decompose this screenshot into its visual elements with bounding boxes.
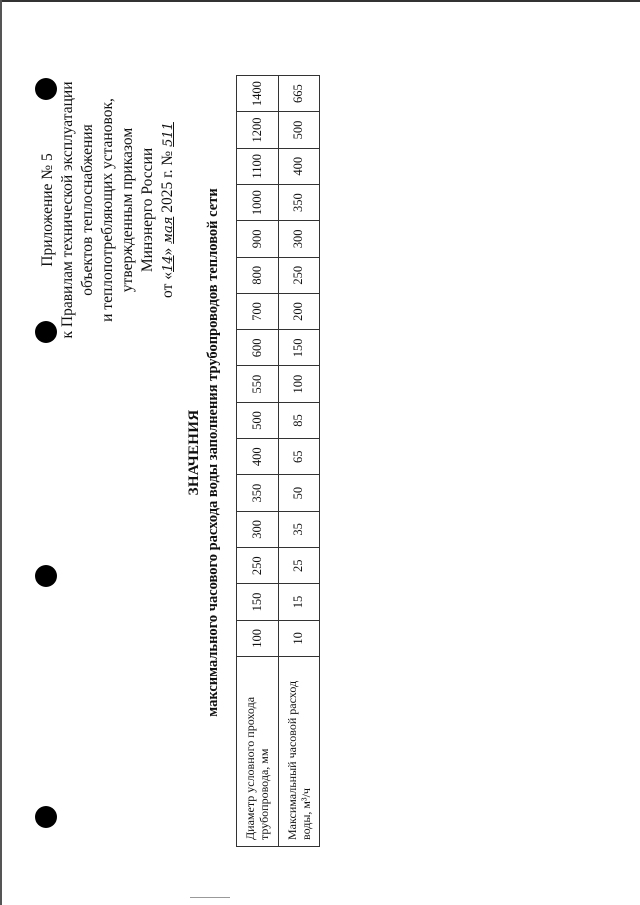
table-row-flows: [278, 76, 320, 847]
table-cell-diameter: 350: [237, 475, 279, 511]
table-cell-flow: 100: [278, 366, 320, 402]
table-cell-flow: 25: [278, 548, 320, 584]
table-cell-flow: 15: [278, 584, 320, 620]
table-row-diameters: [237, 76, 279, 847]
table-cell-diameter: 100: [237, 620, 279, 656]
table-cell-diameter: 500: [237, 402, 279, 438]
table-cell-diameter: 900: [237, 221, 279, 257]
table-cell-diameter: 1000: [237, 184, 279, 220]
table-cell-diameter: 550: [237, 366, 279, 402]
table-cell-flow: 65: [278, 439, 320, 475]
date-suffix: 2025 г. №: [159, 146, 176, 217]
appendix-objects-line: объектов теплоснабжения: [79, 124, 96, 296]
table-cell-diameter: 800: [237, 257, 279, 293]
appendix-rules-line: к Правилам технической эксплуатации: [59, 81, 76, 339]
table-cell-flow: 500: [278, 112, 320, 148]
table-cell-flow: 350: [278, 184, 320, 220]
handwritten-order-number: 511: [161, 122, 176, 147]
document-title: [186, 0, 222, 905]
handwritten-month: мая: [161, 216, 176, 244]
table-cell-diameter: 1100: [237, 148, 279, 184]
table-cell-flow: 400: [278, 148, 320, 184]
table-cell-flow: 85: [278, 402, 320, 438]
handwritten-day: 14: [161, 255, 176, 272]
table-cell-diameter: 300: [237, 511, 279, 547]
table-cell-flow: 35: [278, 511, 320, 547]
table-cell-flow: 150: [278, 330, 320, 366]
date-mid: »: [159, 243, 176, 256]
appendix-date-line: [158, 55, 179, 365]
title-main: ЗНАЧЕНИЯ: [186, 409, 202, 496]
table-cell-diameter: 400: [237, 439, 279, 475]
appendix-header: [38, 55, 179, 365]
table-cell-flow: 200: [278, 293, 320, 329]
table-cell-diameter: 600: [237, 330, 279, 366]
appendix-approved-line: утвержденным приказом: [119, 127, 136, 293]
appendix-installations-line: и теплопотребляющих установок,: [99, 98, 116, 322]
title-subtitle: максимального часового расхода воды заполнения трубопроводов тепловой сети: [205, 188, 221, 717]
flow-values-table: [236, 75, 320, 847]
row-label-diameter: Диаметр условного прохода трубопровода, мм: [237, 657, 279, 847]
table-cell-diameter: 150: [237, 584, 279, 620]
appendix-number: Приложение № 5: [39, 153, 56, 267]
row-label-flow: Максимальный часовой расход воды, м³/ч: [278, 657, 320, 847]
table-cell-diameter: 250: [237, 548, 279, 584]
appendix-ministry-line: Минэнерго России: [139, 147, 156, 273]
table-cell-flow: 665: [278, 76, 320, 112]
table-cell-flow: 50: [278, 475, 320, 511]
table-cell-flow: 250: [278, 257, 320, 293]
table-cell-diameter: 1400: [237, 76, 279, 112]
date-prefix: от «: [159, 271, 176, 298]
table-cell-diameter: 1200: [237, 112, 279, 148]
table-cell-diameter: 700: [237, 293, 279, 329]
table-cell-flow: 10: [278, 620, 320, 656]
table-cell-flow: 300: [278, 221, 320, 257]
